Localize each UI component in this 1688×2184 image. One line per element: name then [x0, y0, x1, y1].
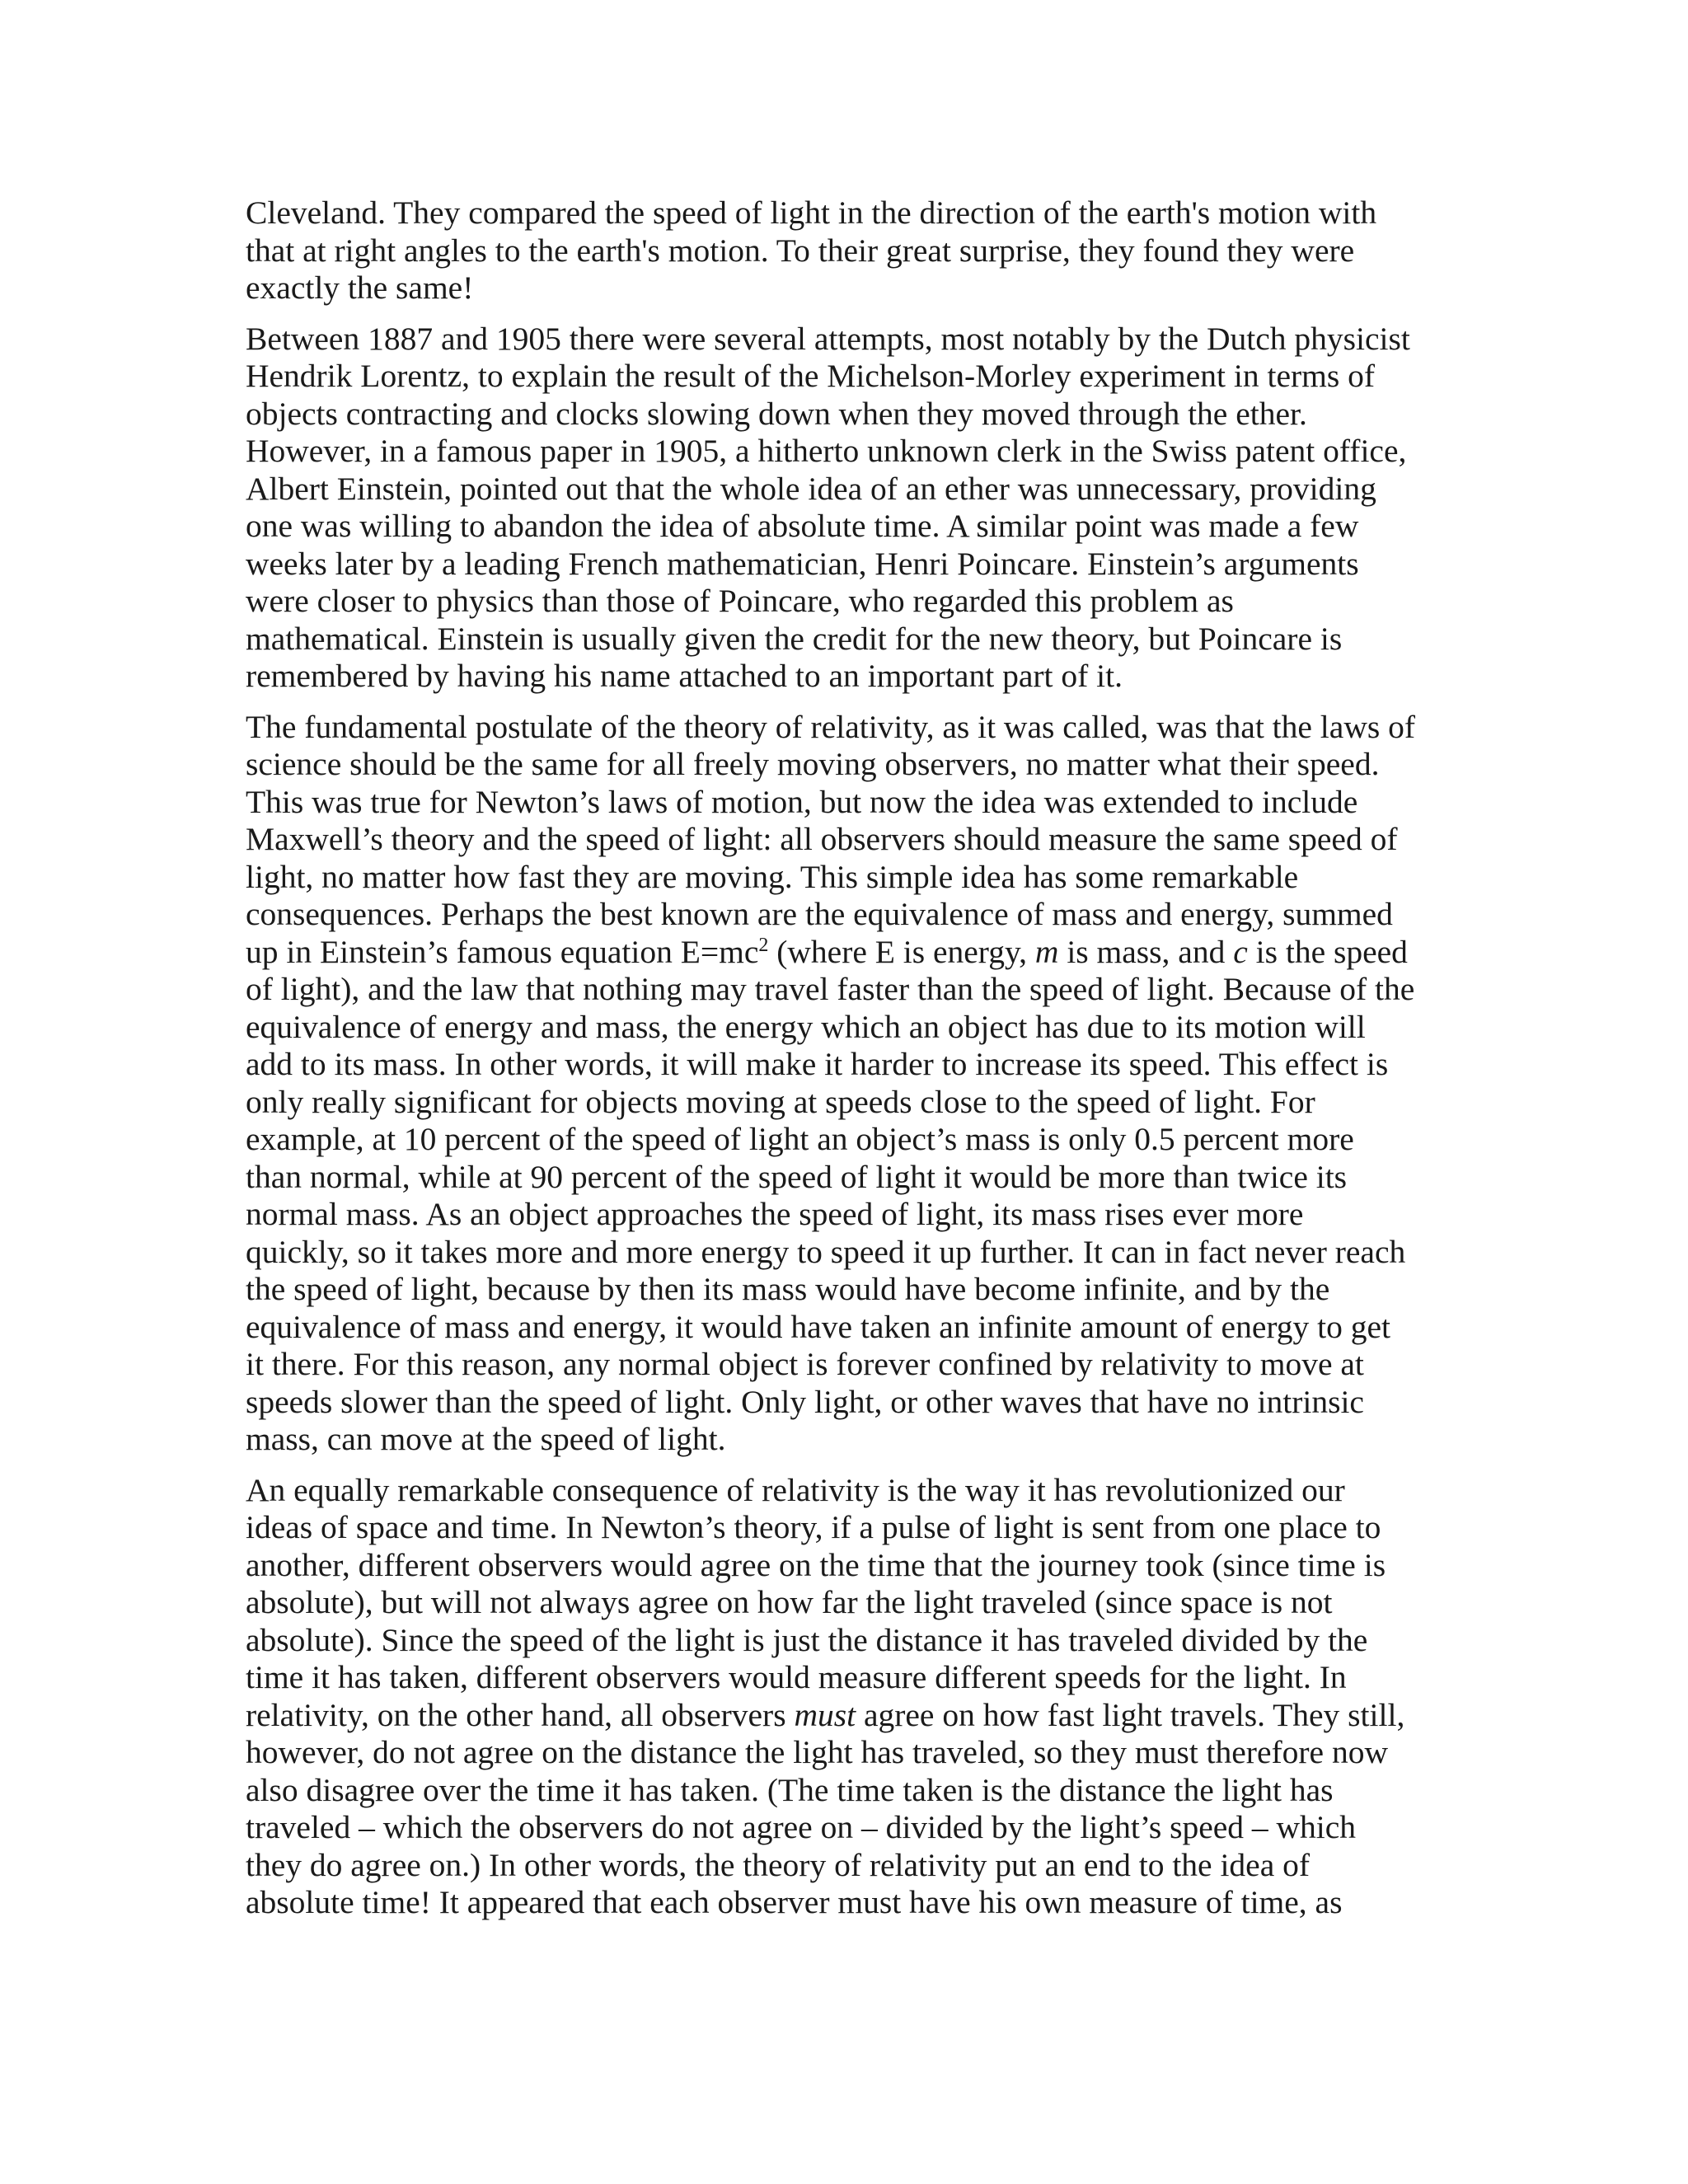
text-line: weeks later by a leading French mathematician, Henri Poincare. Einstein’s arguments — [246, 545, 1359, 582]
text-line: time it has taken, different observers would measure different speeds for the light. In — [246, 1659, 1347, 1695]
text-line: Hendrik Lorentz, to explain the result of the Michelson-Morley experiment in terms of — [246, 358, 1376, 394]
text-line: also disagree over the time it has taken. (The time taken is the distance the light has — [246, 1771, 1334, 1808]
text-line: were closer to physics than those of Poincare, who regarded this problem as — [246, 583, 1234, 619]
text-line: consequences. Perhaps the best known are the equivalence of mass and energy, summed — [246, 896, 1393, 932]
text-line: Cleveland. They compared the speed of light in the direction of the earth's motion with — [246, 194, 1377, 231]
emphasis-must: must — [794, 1696, 856, 1733]
text-line: it there. For this reason, any normal object is forever confined by relativity to move at — [246, 1346, 1364, 1382]
text-line: Between 1887 and 1905 there were several attempts, most notably by the Dutch physicist — [246, 320, 1410, 357]
text-after-emphasis: agree on how fast light travels. They still, — [856, 1696, 1405, 1733]
text-line: they do agree on.) In other words, the theory of relativity put an end to the idea of — [246, 1846, 1311, 1883]
text-line: of light), and the law that nothing may travel faster than the speed of light. Because of the — [246, 971, 1415, 1007]
mass-variable: m — [1034, 933, 1059, 970]
text-line: remembered by having his name attached to an important part of it. — [246, 658, 1123, 694]
text-line: ideas of space and time. In Newton’s theory, if a pulse of light is sent from one place to — [246, 1509, 1381, 1545]
equation-text-middle: is mass, and — [1058, 933, 1234, 970]
text-line: absolute), but will not always agree on how far the light traveled (since space is not — [246, 1584, 1333, 1620]
body-text — [246, 194, 1449, 1935]
text-line: the speed of light, because by then its mass would have become infinite, and by the — [246, 1271, 1330, 1307]
text-line: that at right angles to the earth's motion. To their great surprise, they found they were — [246, 232, 1355, 269]
text-line: mathematical. Einstein is usually given the credit for the new theory, but Poincare is — [246, 620, 1343, 657]
text-line: An equally remarkable consequence of relativity is the way it has revolutionized our — [246, 1471, 1345, 1508]
text-line: exactly the same! — [246, 269, 474, 306]
text-line: Maxwell’s theory and the speed of light: all observers should measure the same speed of — [246, 821, 1398, 857]
equation-text-middle: (where E is energy, — [768, 933, 1035, 970]
equation-line — [246, 934, 1449, 972]
text-line: only really significant for objects moving at speeds close to the speed of light. For — [246, 1083, 1315, 1120]
paragraph-einstein-poincare — [246, 321, 1449, 696]
equation-text-after: is the speed — [1247, 933, 1408, 970]
text-line: However, in a famous paper in 1905, a hitherto unknown clerk in the Swiss patent office, — [246, 433, 1407, 469]
text-line: example, at 10 percent of the speed of light an object’s mass is only 0.5 percent more — [246, 1121, 1354, 1157]
speed-of-light-variable: c — [1233, 933, 1248, 970]
equation-text-before: up in Einstein’s famous equation E=mc — [246, 933, 759, 970]
text-line: traveled – which the observers do not agree on – divided by the light’s speed – which — [246, 1809, 1357, 1845]
text-line: absolute). Since the speed of the light is just the distance it has traveled divided by the — [246, 1621, 1368, 1658]
paragraph-space-and-time — [246, 1472, 1449, 1922]
text-line: Albert Einstein, pointed out that the whole idea of an ether was unnecessary, providing — [246, 470, 1376, 507]
paragraph-fundamental-postulate — [246, 709, 1449, 1459]
emphasis-line — [246, 1697, 1449, 1735]
text-line: absolute time! It appeared that each observer must have his own measure of time, as — [246, 1884, 1343, 1920]
text-line: than normal, while at 90 percent of the speed of light it would be more than twice its — [246, 1158, 1348, 1195]
text-line: speeds slower than the speed of light. Only light, or other waves that have no intrinsic — [246, 1383, 1364, 1420]
text-line: however, do not agree on the distance the light has traveled, so they must therefore now — [246, 1734, 1388, 1770]
text-line: The fundamental postulate of the theory of relativity, as it was called, was that the laws of — [246, 708, 1415, 745]
paragraph-michelson-morley-result — [246, 194, 1449, 307]
text-line: light, no matter how fast they are moving. This simple idea has some remarkable — [246, 858, 1299, 895]
text-line: This was true for Newton’s laws of motion, but now the idea was extended to include — [246, 783, 1358, 820]
text-line: equivalence of mass and energy, it would have taken an infinite amount of energy to get — [246, 1308, 1391, 1345]
text-line: add to its mass. In other words, it will make it harder to increase its speed. This effect is — [246, 1046, 1389, 1082]
text-before-emphasis: relativity, on the other hand, all observers — [246, 1696, 795, 1733]
text-line: science should be the same for all freely moving observers, no matter what their speed. — [246, 746, 1380, 782]
equation-superscript: 2 — [758, 934, 769, 956]
text-line: equivalence of energy and mass, the energy which an object has due to its motion will — [246, 1008, 1366, 1045]
text-line: objects contracting and clocks slowing down when they moved through the ether. — [246, 395, 1307, 432]
text-line: one was willing to abandon the idea of absolute time. A similar point was made a few — [246, 508, 1359, 544]
text-line: mass, can move at the speed of light. — [246, 1421, 726, 1457]
text-line: another, different observers would agree on the time that the journey took (since time is — [246, 1546, 1386, 1583]
text-line: normal mass. As an object approaches the speed of light, its mass rises ever more — [246, 1196, 1304, 1232]
text-line: quickly, so it takes more and more energy to speed it up further. It can in fact never reach — [246, 1233, 1406, 1270]
